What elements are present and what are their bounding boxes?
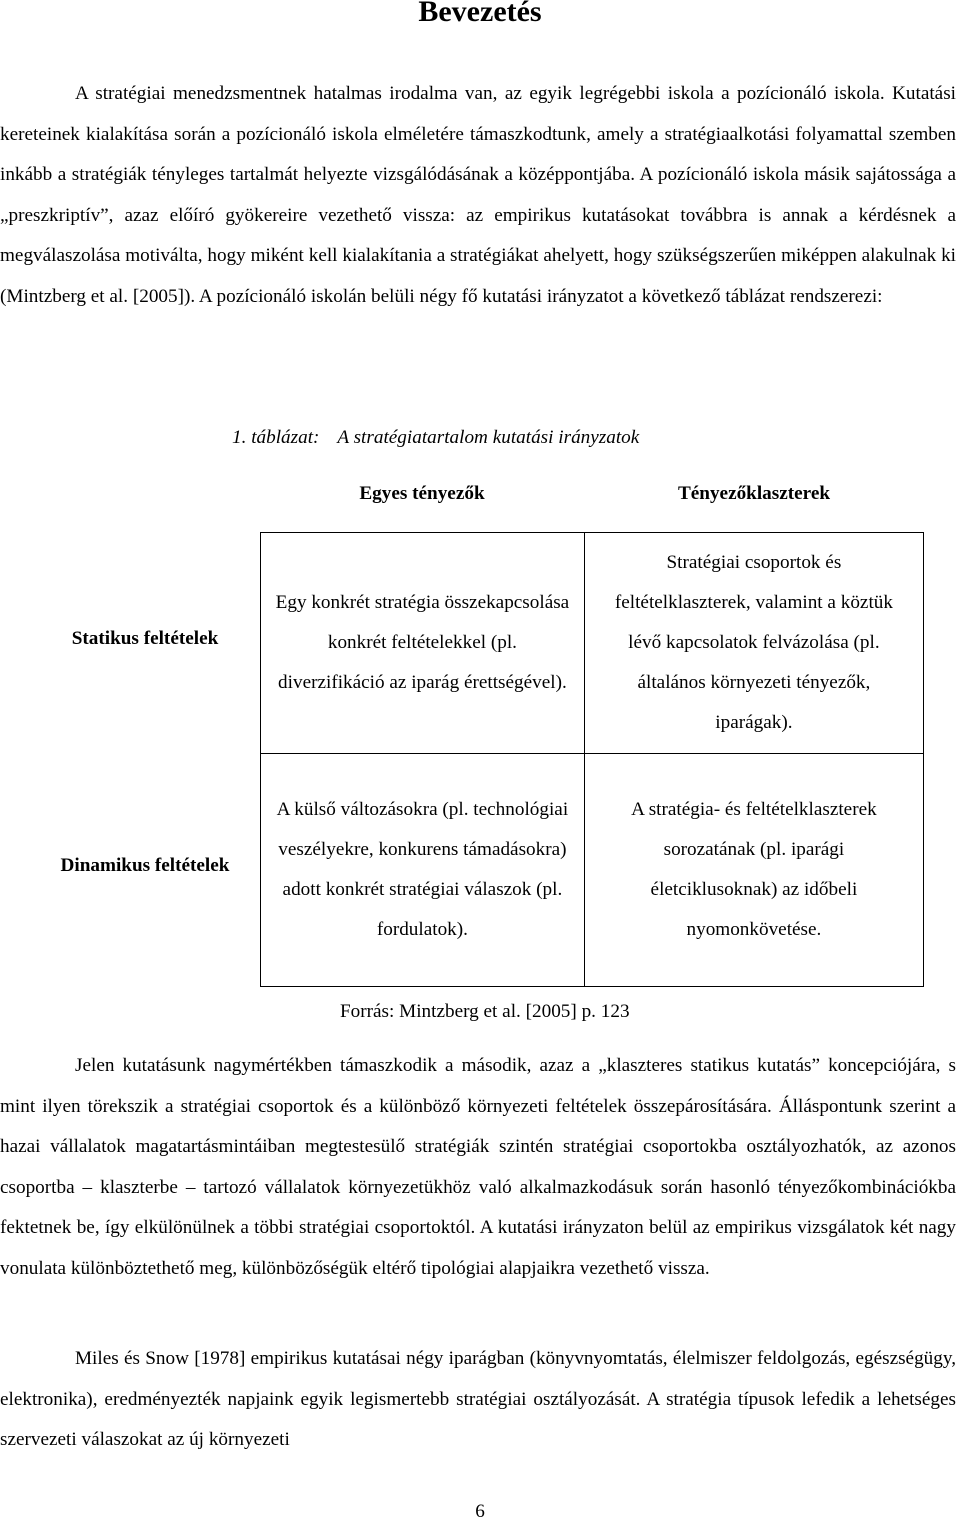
column-header-single-factors: Egyes tényezők	[359, 483, 485, 504]
table-caption	[232, 424, 639, 452]
table-cell-dynamic-single: A külső változásokra (pl. technológiai veszélyekre, konkurens támadásokra) adott konkrét stratégiai válaszok (pl. fordulatok).	[261, 754, 585, 987]
table-cell-static-single: Egy konkrét stratégia összekapcsolása konkrét feltételekkel (pl. diverzifikáció az iparág érettségével).	[261, 533, 585, 754]
row-header-dynamic-conditions: Dinamikus feltételek	[60, 855, 230, 876]
table-cell-static-cluster: Stratégiai csoportok és feltételklaszterek, valamint a köztük lévő kapcsolatok felvázolása (pl. általános környezeti tényezők, iparágak).	[584, 533, 923, 754]
page-title: Bevezetés	[418, 0, 542, 28]
table-caption-number: 1. táblázat:	[232, 427, 320, 448]
research-directions-table	[260, 532, 924, 987]
second-paragraph: Jelen kutatásunk nagymértékben támaszkodik a második, azaz a „klaszteres statikus kutatás” koncepciójára, s mint ilyen törekszik a stratégiai csoportok és a különböző környezeti feltételek összepárosítására. Álláspontunk szerint a hazai vállalatok magatartásmintáiban megtestesülő stratégiák szintén stratégiai csoportokba osztályozhatók, az azonos csoportba – klaszterbe – tartozó vállalatok környezetükhöz való alkalmazkodásuk során hasonló tényezőkombinációkba fektetnek be, így elkülönülnek a többi stratégiai csoportoktól. A kutatási irányzaton belül az empirikus vizsgálatok két nagy vonulata különböztethető meg, különbözőségük eltérő tipológiai alapjaikra vezethető vissza.	[0, 1055, 956, 1279]
table-row	[261, 754, 924, 987]
table-source: Forrás: Mintzberg et al. [2005] p. 123	[340, 1001, 630, 1022]
row-header-static-conditions: Statikus feltételek	[71, 628, 219, 649]
table-row	[261, 533, 924, 754]
table-caption-title: A stratégiatartalom kutatási irányzatok	[337, 427, 640, 448]
page-number: 6	[475, 1501, 485, 1522]
intro-paragraph: A stratégiai menedzsmentnek hatalmas irodalma van, az egyik legrégebbi iskola a pozícionáló iskola. Kutatási kereteinek kialakítása során a pozícionáló iskola elméletére támaszkodtunk, amely a stratégiaalkotási folyamattal szemben inkább a stratégiák tényleges tartalmát helyezte vizsgálódásának a középpontjába. A pozícionáló iskola másik sajátossága a „preszkriptív”, azaz előíró gyökereire vezethető vissza: az empirikus kutatásokat továbbra is annak a kérdésnek a megválaszolása motiválta, hogy miként kell kialakítania a stratégiákat ahelyett, hogy szükségszerűen miképpen alakulnak ki (Mintzberg et al. [2005]). A pozícionáló iskolán belüli négy fő kutatási irányzatot a következő táblázat rendszerezi:	[0, 83, 956, 307]
table-cell-dynamic-cluster: A stratégia- és feltételklaszterek sorozatának (pl. iparági életciklusoknak) az időbeli nyomonkövetése.	[584, 754, 923, 987]
third-paragraph: Miles és Snow [1978] empirikus kutatásai négy iparágban (könyvnyomtatás, élelmiszer feldolgozás, egészségügy, elektronika), eredményezték napjaink egyik legismertebb stratégiai osztályozását. A stratégia típusok lefedik a lehetséges szervezeti válaszokat az új környezeti	[0, 1348, 956, 1451]
column-header-factor-clusters: Tényezőklaszterek	[677, 483, 831, 504]
